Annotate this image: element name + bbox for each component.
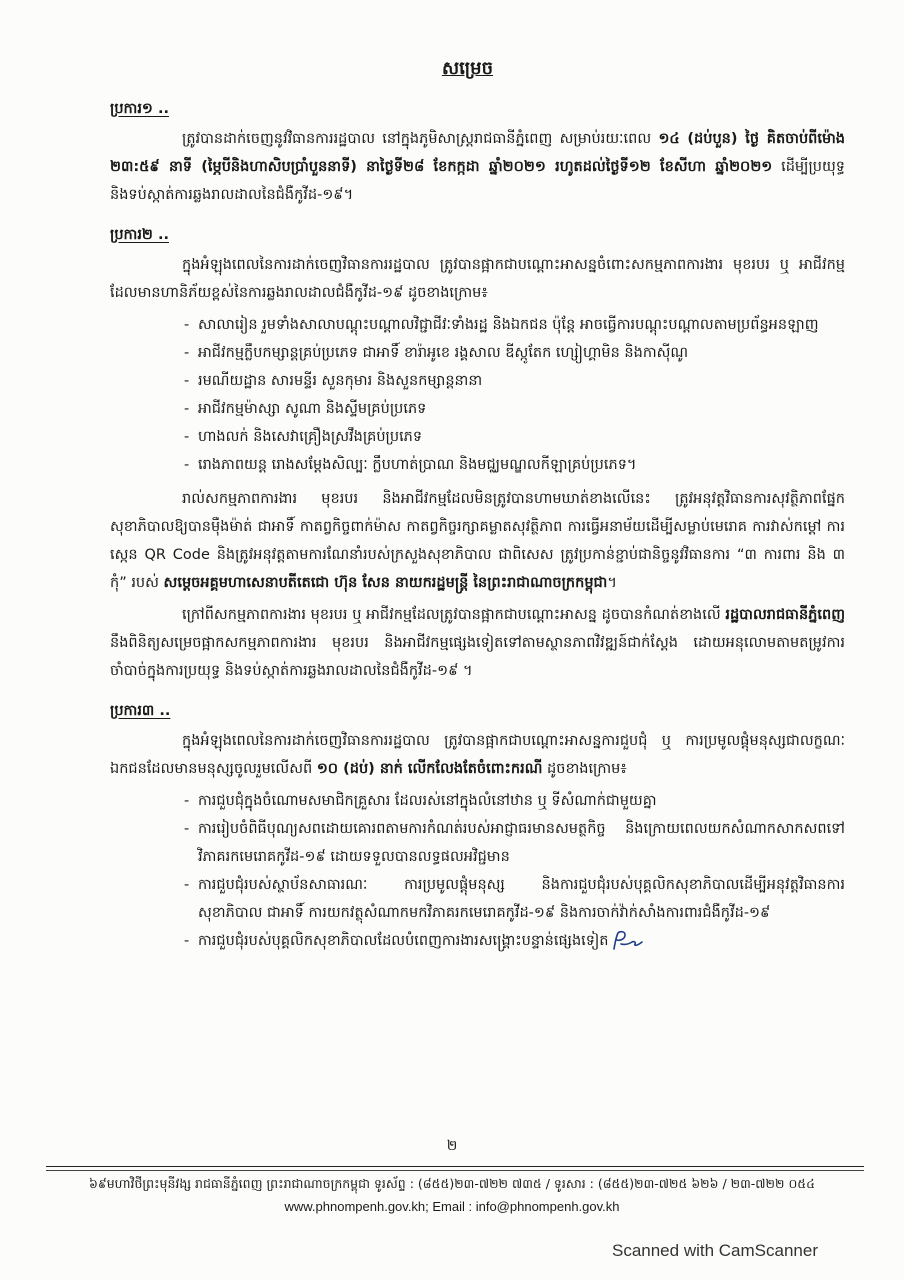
- gathering-text: ក្នុងអំឡុងពេលនៃការដាក់ចេញវិធានការរដ្ឋបាល ត្រូវបានផ្អាកជាបណ្ដោះអាសន្នការជួបជុំ ឬ ការប្រមូលផ្ដុំមនុស្សជាលក្ខណៈឯកជនដែលមានមនុស្សចូលរួមលើសពី: [110, 733, 845, 777]
- bullet-marker: -: [184, 877, 190, 893]
- review-text-end: នឹងពិនិត្យសម្រេចផ្អាកសកម្មភាពការងារ មុខរបរ និងអាជីវកម្មផ្សេងទៀតទៅតាមស្ថានភាពវិវឌ្ឍន៍ជាក់ស្ដែង ដោយអនុលោមតាមតម្រូវការចាំបាច់ក្នុងការប្រយុទ្ធ និងទប់ស្កាត់ការឆ្លងរាលដាលនៃជំងឺកូវីដ-១៩ ។: [110, 635, 845, 679]
- bullet-marker: -: [184, 345, 190, 361]
- bullet-marker: -: [184, 933, 190, 949]
- list-item: [110, 339, 845, 367]
- article-3-exception-list: [110, 787, 845, 955]
- article-2-safety-paragraph: [110, 485, 845, 597]
- article-2-intro-paragraph: ក្នុងអំឡុងពេលនៃការដាក់ចេញវិធានការរដ្ឋបាល ត្រូវបានផ្អាកជាបណ្ដោះអាសន្នចំពោះសកម្មភាពការងារ មុខរបរ ឬ អាជីវកម្មដែលមានហានិភ័យខ្ពស់នៃការឆ្លងរាលដាលជំងឺកូវីដ-១៩ ដូចខាងក្រោម៖: [110, 257, 845, 301]
- list-item-text: រមណីយដ្ឋាន សារមន្ទីរ សួនកុមារ និងសួនកម្សាន្តនានា: [198, 373, 483, 389]
- list-item-text: ការជួបជុំរបស់ស្ថាប័នសាធារណៈ ការប្រមូលផ្ដុំមនុស្ស និងការជួបជុំរបស់បុគ្គលិកសុខាភិបាលដើម្បីអនុវត្តវិធានការសុខាភិបាល ជាអាទិ៍ ការយកវត្ថុសំណាកមកវិភាគរកមេរោគកូវីដ-១៩ និងការចាក់វ៉ាក់សាំងការពារជំងឺកូវីដ-១៩: [198, 877, 845, 921]
- list-item-text: ហាងលក់ និងសេវាគ្រឿងស្រវឹងគ្រប់ប្រភេទ: [198, 429, 423, 445]
- list-item-text: ការរៀបចំពិធីបុណ្យសពដោយគោរពតាមការកំណត់របស់អាជ្ញាធរមានសមត្ថកិច្ច និងក្រោយពេលយកសំណាកសាកសពទៅវិភាគរកមេរោគកូវីដ-១៩ ដោយទទួលបានលទ្ធផលអវិជ្ជមាន: [198, 821, 845, 865]
- safety-measures-text: រាល់សកម្មភាពការងារ មុខរបរ និងអាជីវកម្មដែលមិនត្រូវបានហាមឃាត់ខាងលើនេះ ត្រូវអនុវត្តវិធានការសុវត្ថិភាពផ្នែកសុខាភិបាលឱ្យបានម៉ឺងម៉ាត់ ជាអាទិ៍ កាតព្វកិច្ចពាក់ម៉ាស កាតព្វកិច្ចរក្សាគម្លាតសុវត្ថិភាព ការធ្វើអនាម័យដើម្បីសម្លាប់មេរោគ ការវាស់កម្ដៅ ការស្កេន QR Code និងត្រូវអនុវត្តតាមការណែនាំរបស់ក្រសួងសុខាភិបាល ជាពិសេស ត្រូវប្រកាន់ខ្ជាប់ជានិច្ចនូវវិធានការ “៣ ការពារ និង ៣ កុំ” របស់: [110, 491, 845, 591]
- review-text-start: ក្រៅពីសកម្មភាពការងារ មុខរបរ ឬ អាជីវកម្មដែលត្រូវបានផ្អាកជាបណ្ដោះអាសន្ន ដូចបានកំណត់ខាងលើ: [182, 607, 726, 623]
- list-item: [110, 423, 845, 451]
- list-item-text: អាជីវកម្មក្លឹបកម្សាន្តគ្រប់ប្រភេទ ជាអាទិ៍ ខារ៉ាអូខេ រង្គសាល ឌីស្កូតែក ហ្សៀហ្គាមិន និងកាស៊ីណូ: [198, 345, 689, 361]
- list-item: [110, 395, 845, 423]
- bullet-marker: -: [184, 429, 190, 445]
- list-item-text: ការជួបជុំក្នុងចំណោមសមាជិកគ្រួសារ ដែលរស់នៅក្នុងលំនៅឋាន ឬ ទីសំណាក់ជាមួយគ្នា: [198, 793, 657, 809]
- list-item: [110, 367, 845, 395]
- list-item: [110, 451, 845, 479]
- article-1-text: ត្រូវបានដាក់ចេញនូវវិធានការរដ្ឋបាល នៅក្នុងភូមិសាស្ត្ររាជធានីភ្នំពេញ សម្រាប់រយៈពេល: [182, 131, 659, 147]
- list-item-text: សាលារៀន រួមទាំងសាលាបណ្ដុះបណ្ដាលវិជ្ជាជីវៈទាំងរដ្ឋ និងឯកជន ប៉ុន្តែ អាចធ្វើការបណ្ដុះបណ្ដាលតាមប្រព័ន្ធអនឡាញ: [198, 317, 819, 333]
- phnom-penh-administration: រដ្ឋបាលរាជធានីភ្នំពេញ: [725, 607, 845, 623]
- article-1-paragraph: [110, 125, 845, 209]
- document-body: [110, 55, 845, 1130]
- list-item: [110, 787, 845, 815]
- document-title: សម្រេច: [441, 58, 494, 79]
- page-number: ២: [446, 1138, 458, 1154]
- footer-divider: [46, 1166, 864, 1171]
- camscanner-watermark: Scanned with CamScanner: [611, 1241, 818, 1260]
- article-3-heading: ប្រការ៣ ..: [110, 703, 171, 719]
- list-item: [110, 815, 845, 871]
- prime-minister-name: សម្ដេចអគ្គមហាសេនាបតីតេជោ ហ៊ុន សែន នាយករដ្ឋមន្ត្រី នៃព្រះរាជាណាចក្រកម្ពុជា: [163, 575, 608, 591]
- list-item: [110, 927, 845, 955]
- list-item-last-text: ការជួបជុំរបស់បុគ្គលិកសុខាភិបាលដែលបំពេញការងារសង្គ្រោះបន្ទាន់ផ្សេងទៀត: [198, 933, 609, 949]
- article-2-suspended-list: [110, 311, 845, 479]
- article-3-intro-paragraph: [110, 727, 845, 783]
- gathering-limit-text: ១០ (ដប់) នាក់ លើកលែងតែចំពោះករណី: [316, 761, 543, 777]
- bullet-marker: -: [184, 457, 190, 473]
- initial-signature-icon: [611, 930, 645, 952]
- list-item-text: [198, 927, 845, 955]
- bullet-marker: -: [184, 821, 190, 837]
- bullet-marker: -: [184, 793, 190, 809]
- bullet-marker: -: [184, 401, 190, 417]
- article-2-heading: ប្រការ២ ..: [110, 227, 169, 243]
- list-item-text: អាជីវកម្មម៉ាស្សា សូណា និងស្ទីមគ្រប់ប្រភេទ: [198, 401, 427, 417]
- article-2-review-paragraph: [110, 601, 845, 685]
- article-1-period-text: ១៤ (ដប់បួន) ថ្ងៃ គិតចាប់ពីម៉ោង ២៣:៥៩ នាទី (ម្ភៃបីនិងហាសិបប្រាំបួននាទី) នាថ្ងៃទី២៨ ខែកក្កដា ឆ្នាំ២០២១ រហូតដល់ថ្ងៃទី១២ ខែសីហា ឆ្នាំ២០២១: [110, 131, 845, 175]
- footer-website-email: www.phnompenh.gov.kh; Email : info@phnompenh.gov.kh: [284, 1199, 620, 1214]
- article-1-purpose-text: ដើម្បីប្រយុទ្ធ និងទប់ស្កាត់ការឆ្លងរាលដាលនៃជំងឺកូវីដ-១៩។: [110, 159, 845, 203]
- list-item-text: រោងភាពយន្ត រោងសម្ដែងសិល្បៈ ក្លឹបហាត់ប្រាណ និងមជ្ឈមណ្ឌលកីឡាគ្រប់ប្រភេទ។: [198, 457, 637, 473]
- footer-address: ៦៩មហាវិថីព្រះមុនីវង្ស រាជធានីភ្នំពេញ ព្រះរាជាណាចក្រកម្ពុជា ទូរស័ព្ទ : (៨៥៥)២៣-៧២២ ៧៣៥ / ទូរសារ : (៨៥៥)២៣-៧២៥ ៦២៦ / ២៣-៧២២ ០៥៤: [89, 1176, 815, 1191]
- list-item: [110, 871, 845, 927]
- sentence-end: ។: [607, 575, 617, 591]
- bullet-marker: -: [184, 317, 190, 333]
- bullet-marker: -: [184, 373, 190, 389]
- list-item: [110, 311, 845, 339]
- article-1-heading: ប្រការ១ ..: [110, 101, 169, 117]
- gathering-text-end: ដូចខាងក្រោម៖: [542, 761, 627, 777]
